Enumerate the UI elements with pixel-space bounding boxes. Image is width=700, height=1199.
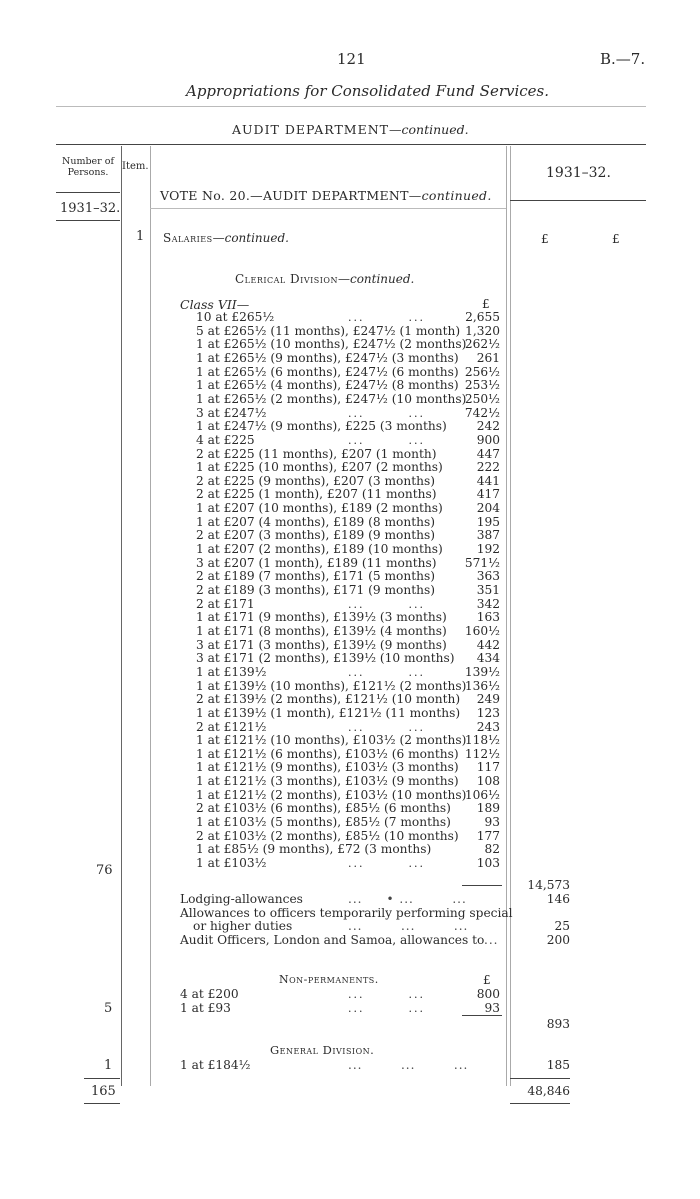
clerical-row-amount: 136½ [464, 678, 500, 693]
clerical-row-description: 2 at £189 (3 months), £171 (9 months) [196, 583, 435, 597]
clerical-row-description: 1 at £139½ [196, 664, 267, 679]
non-permanents-pound-sign: £ [483, 973, 491, 987]
clerical-row [0, 366, 700, 379]
clerical-row [0, 379, 700, 392]
clerical-row-description: 1 at £121½ (10 months), £103½ (2 months) [196, 733, 467, 748]
amount-total-rule-top [510, 1078, 570, 1079]
clerical-row-description: 2 at £139½ (2 months), £121½ (10 month) [196, 692, 461, 707]
clerical-row-leader-dots: ... ... [348, 665, 425, 679]
clerical-row [0, 734, 700, 747]
general-division-row: 1 at £184½ [180, 1058, 251, 1072]
clerical-row-amount: 243 [476, 719, 500, 734]
clerical-row [0, 557, 700, 570]
clerical-row-amount: 2,655 [465, 310, 500, 324]
temporary-allowances-amount: 25 [554, 919, 570, 933]
clerical-row [0, 325, 700, 338]
clerical-row [0, 843, 700, 856]
clerical-row-leader-dots: ... ... [348, 857, 425, 870]
clerical-row-leader-dots: ... ... [348, 720, 425, 734]
clerical-row-description: 1 at £265½ (2 months), £247½ (10 months) [196, 391, 467, 406]
amount-total: 48,846 [527, 1084, 570, 1098]
clerical-row-amount: 1,320 [465, 323, 500, 338]
clerical-row-description: 1 at £225 (10 months), £207 (2 months) [196, 460, 443, 475]
clerical-row [0, 516, 700, 529]
clerical-row [0, 666, 700, 679]
clerical-row-description: 1 at £171 (8 months), £139½ (4 months) [196, 623, 447, 638]
clerical-row-description: 5 at £265½ (11 months), £247½ (1 month) [196, 323, 461, 338]
non-permanents-row-leader-dots: ... ... [348, 988, 425, 1001]
vote-heading-rule [150, 208, 506, 209]
pound-sign-right: £ [612, 232, 620, 246]
clerical-row-amount: 139½ [464, 664, 500, 679]
item-number: 1 [136, 229, 145, 244]
clerical-row-description: 1 at £139½ (10 months), £121½ (2 months) [196, 678, 467, 693]
clerical-row-amount: 103 [476, 856, 500, 870]
clerical-row [0, 789, 700, 802]
non-permanents-row-leader-dots: ... ... [348, 1001, 425, 1015]
clerical-row-description: 2 at £171 [196, 596, 255, 611]
general-division-amount: 185 [546, 1058, 570, 1072]
non-permanents-row-description: 1 at £93 [180, 1000, 231, 1015]
clerical-row-description: 1 at £85½ (9 months), £72 (3 months) [196, 842, 432, 857]
clerical-row-description: 10 at £265½ [196, 310, 275, 324]
document-reference: B.—7. [600, 50, 646, 68]
clerical-row-description: 2 at £189 (7 months), £171 (5 months) [196, 569, 435, 584]
clerical-row-amount: 447 [476, 446, 500, 461]
clerical-row [0, 338, 700, 351]
item-column-header: Item. [122, 161, 149, 172]
clerical-row [0, 584, 700, 597]
persons-total-rule-top [84, 1078, 120, 1079]
clerical-row-amount: 387 [476, 528, 500, 543]
clerical-heading-label: Clerical Division [235, 272, 338, 286]
clerical-row-description: 1 at £265½ (9 months), £247½ (3 months) [196, 350, 459, 365]
clerical-row-description: 1 at £207 (10 months), £189 (2 months) [196, 501, 443, 516]
clerical-row-leader-dots: ... ... [348, 433, 425, 447]
clerical-row-amount: 106½ [464, 787, 500, 802]
non-permanents-row-amount: 800 [476, 987, 500, 1001]
clerical-row [0, 816, 700, 829]
clerical-row-amount: 261 [476, 350, 500, 365]
clerical-row [0, 611, 700, 624]
clerical-row [0, 502, 700, 515]
persons-total: 165 [91, 1084, 116, 1099]
clerical-row [0, 475, 700, 488]
clerical-row-description: 2 at £207 (3 months), £189 (9 months) [196, 528, 435, 543]
clerical-row [0, 830, 700, 843]
clerical-row-description: 3 at £247½ [196, 405, 267, 420]
clerical-row-description: 2 at £225 (1 month), £207 (11 months) [196, 487, 437, 502]
department-heading [232, 122, 469, 137]
vote-title: VOTE No. 20.—AUDIT DEPARTMENT [160, 188, 409, 203]
clerical-row-description: 1 at £121½ (6 months), £103½ (6 months) [196, 746, 459, 761]
clerical-row [0, 407, 700, 420]
clerical-row-amount: 204 [476, 501, 500, 516]
clerical-row-description: 1 at £171 (9 months), £139½ (3 months) [196, 610, 447, 625]
department-continued: —continued. [389, 122, 469, 137]
clerical-row [0, 461, 700, 474]
pound-sign-mid: £ [541, 232, 549, 246]
clerical-row-amount: 249 [476, 692, 500, 707]
non-permanents-subtotal-rule [462, 1015, 502, 1016]
clerical-pound-sign: £ [482, 297, 490, 311]
non-permanents-row-description: 4 at £200 [180, 987, 239, 1001]
clerical-row-amount: 108 [476, 774, 500, 789]
audit-officers-dots: ... [484, 933, 499, 947]
year-header-rule [510, 200, 646, 201]
title-rule [56, 106, 646, 107]
clerical-row-amount: 417 [476, 487, 500, 502]
clerical-row-description: 2 at £225 (9 months), £207 (3 months) [196, 473, 435, 488]
clerical-row [0, 543, 700, 556]
page-number: 121 [337, 50, 366, 68]
lodging-allowances-label: Lodging-allowances [180, 892, 303, 906]
clerical-row [0, 693, 700, 706]
temporary-allowances-label-1: Allowances to officers temporarily performing special [180, 906, 513, 920]
clerical-row-description: 2 at £103½ (6 months), £85½ (6 months) [196, 801, 451, 816]
clerical-row-description: 4 at £225 [196, 432, 255, 447]
clerical-row-description: 1 at £207 (2 months), £189 (10 months) [196, 542, 443, 557]
clerical-row [0, 802, 700, 815]
clerical-subtotal-rule [462, 885, 502, 886]
clerical-row-amount: 195 [476, 514, 500, 529]
class-label: Class VII— [180, 297, 250, 312]
persons-year-rule [56, 220, 120, 221]
clerical-row-description: 1 at £121½ (3 months), £103½ (9 months) [196, 774, 459, 789]
clerical-row-amount: 441 [476, 473, 500, 488]
amount-total-rule-bottom [510, 1103, 570, 1104]
clerical-row-amount: 262½ [464, 337, 500, 352]
clerical-row [0, 529, 700, 542]
page-title: Appropriations for Consolidated Fund Services. [186, 82, 550, 100]
clerical-row-amount: 253½ [464, 378, 500, 393]
salaries-label: Salaries [163, 231, 213, 245]
clerical-row-amount: 177 [476, 828, 500, 843]
clerical-row-description: 1 at £265½ (6 months), £247½ (6 months) [196, 364, 459, 379]
clerical-row-leader-dots: ... ... [348, 597, 425, 611]
persons-year: 1931–32. [60, 201, 121, 216]
clerical-row-leader-dots: ... ... [348, 406, 425, 420]
department-name: AUDIT DEPARTMENT [232, 122, 389, 137]
clerical-row [0, 625, 700, 638]
table-top-rule [56, 144, 646, 145]
clerical-total: 14,573 [527, 878, 570, 892]
clerical-row-amount: 163 [476, 610, 500, 625]
persons-column-header: Number of Persons. [62, 156, 114, 178]
clerical-row-amount: 112½ [464, 746, 500, 761]
clerical-row [0, 652, 700, 665]
clerical-row [0, 761, 700, 774]
clerical-row-amount: 82 [484, 842, 500, 857]
non-permanents-persons-count: 5 [104, 1001, 113, 1016]
clerical-row-amount: 192 [476, 542, 500, 557]
clerical-row-description: 3 at £171 (3 months), £139½ (9 months) [196, 637, 447, 652]
clerical-row-description: 1 at £103½ [196, 856, 267, 870]
clerical-row-leader-dots: ... ... [348, 311, 425, 324]
clerical-row [0, 598, 700, 611]
vote-heading [160, 188, 492, 203]
temporary-dots: ... ... ... [348, 919, 469, 933]
non-permanents-row [0, 988, 700, 1001]
clerical-row-description: 3 at £171 (2 months), £139½ (10 months) [196, 651, 455, 666]
clerical-row-amount: 222 [476, 460, 500, 475]
clerical-row [0, 721, 700, 734]
clerical-row-amount: 123 [476, 705, 500, 720]
clerical-row-amount: 434 [476, 651, 500, 666]
clerical-row-amount: 189 [476, 801, 500, 816]
clerical-heading [235, 272, 414, 286]
clerical-row-amount: 342 [476, 596, 500, 611]
clerical-row-description: 1 at £103½ (5 months), £85½ (7 months) [196, 815, 451, 830]
clerical-row [0, 570, 700, 583]
clerical-row [0, 352, 700, 365]
clerical-row [0, 680, 700, 693]
persons-header-rule [56, 192, 120, 193]
clerical-row-amount: 900 [476, 432, 500, 447]
clerical-row-amount: 742½ [464, 405, 500, 420]
clerical-row-description: 1 at £121½ (9 months), £103½ (3 months) [196, 760, 459, 775]
clerical-heading-continued: —continued. [337, 272, 415, 286]
clerical-row [0, 393, 700, 406]
year-column-header: 1931–32. [546, 165, 611, 181]
clerical-row [0, 311, 700, 324]
clerical-row [0, 707, 700, 720]
clerical-row-description: 1 at £207 (4 months), £189 (8 months) [196, 514, 435, 529]
general-division-heading: General Division. [270, 1043, 375, 1057]
clerical-row-amount: 242 [476, 419, 500, 434]
clerical-row [0, 639, 700, 652]
temporary-allowances-label-2: or higher duties [193, 919, 293, 933]
clerical-row-description: 1 at £265½ (4 months), £247½ (8 months) [196, 378, 459, 393]
non-permanents-row-amount: 93 [484, 1000, 500, 1015]
salaries-continued: —continued. [212, 231, 289, 245]
lodging-dots: ... • ... ... [348, 892, 467, 906]
clerical-row-description: 1 at £265½ (10 months), £247½ (2 months) [196, 337, 467, 352]
persons-total-rule-bottom [84, 1103, 120, 1104]
lodging-allowances-amount: 146 [546, 892, 570, 906]
clerical-row-amount: 571½ [464, 555, 500, 570]
clerical-row-description: 3 at £207 (1 month), £189 (11 months) [196, 555, 437, 570]
clerical-row-amount: 160½ [464, 623, 500, 638]
clerical-row-description: 1 at £139½ (1 month), £121½ (11 months) [196, 705, 461, 720]
clerical-row-amount: 442 [476, 637, 500, 652]
clerical-row-description: 1 at £247½ (9 months), £225 (3 months) [196, 419, 447, 434]
clerical-row-description: 1 at £121½ (2 months), £103½ (10 months) [196, 787, 467, 802]
clerical-row-description: 2 at £225 (11 months), £207 (1 month) [196, 446, 437, 461]
clerical-row [0, 748, 700, 761]
clerical-row-amount: 117 [476, 760, 500, 775]
clerical-row-description: 2 at £121½ [196, 719, 267, 734]
clerical-row-amount: 250½ [464, 391, 500, 406]
general-dots: ... ... ... [348, 1058, 469, 1072]
clerical-row-amount: 363 [476, 569, 500, 584]
clerical-row-amount: 118½ [464, 733, 500, 748]
clerical-row-description: 2 at £103½ (2 months), £85½ (10 months) [196, 828, 459, 843]
clerical-persons-count: 76 [96, 863, 113, 878]
audit-officers-label: Audit Officers, London and Samoa, allowances to [180, 933, 485, 947]
general-persons-count: 1 [104, 1058, 113, 1073]
clerical-row [0, 434, 700, 447]
clerical-row-amount: 351 [476, 583, 500, 597]
audit-officers-amount: 200 [546, 933, 570, 947]
clerical-row [0, 775, 700, 788]
clerical-row [0, 448, 700, 461]
salaries-heading [163, 231, 289, 245]
vote-continued: —continued. [408, 188, 492, 203]
clerical-row [0, 488, 700, 501]
non-permanents-total: 893 [546, 1017, 570, 1031]
non-permanents-heading: Non-permanents. [279, 973, 379, 986]
clerical-row-amount: 93 [484, 815, 500, 830]
clerical-row [0, 420, 700, 433]
clerical-row-amount: 256½ [464, 364, 500, 379]
